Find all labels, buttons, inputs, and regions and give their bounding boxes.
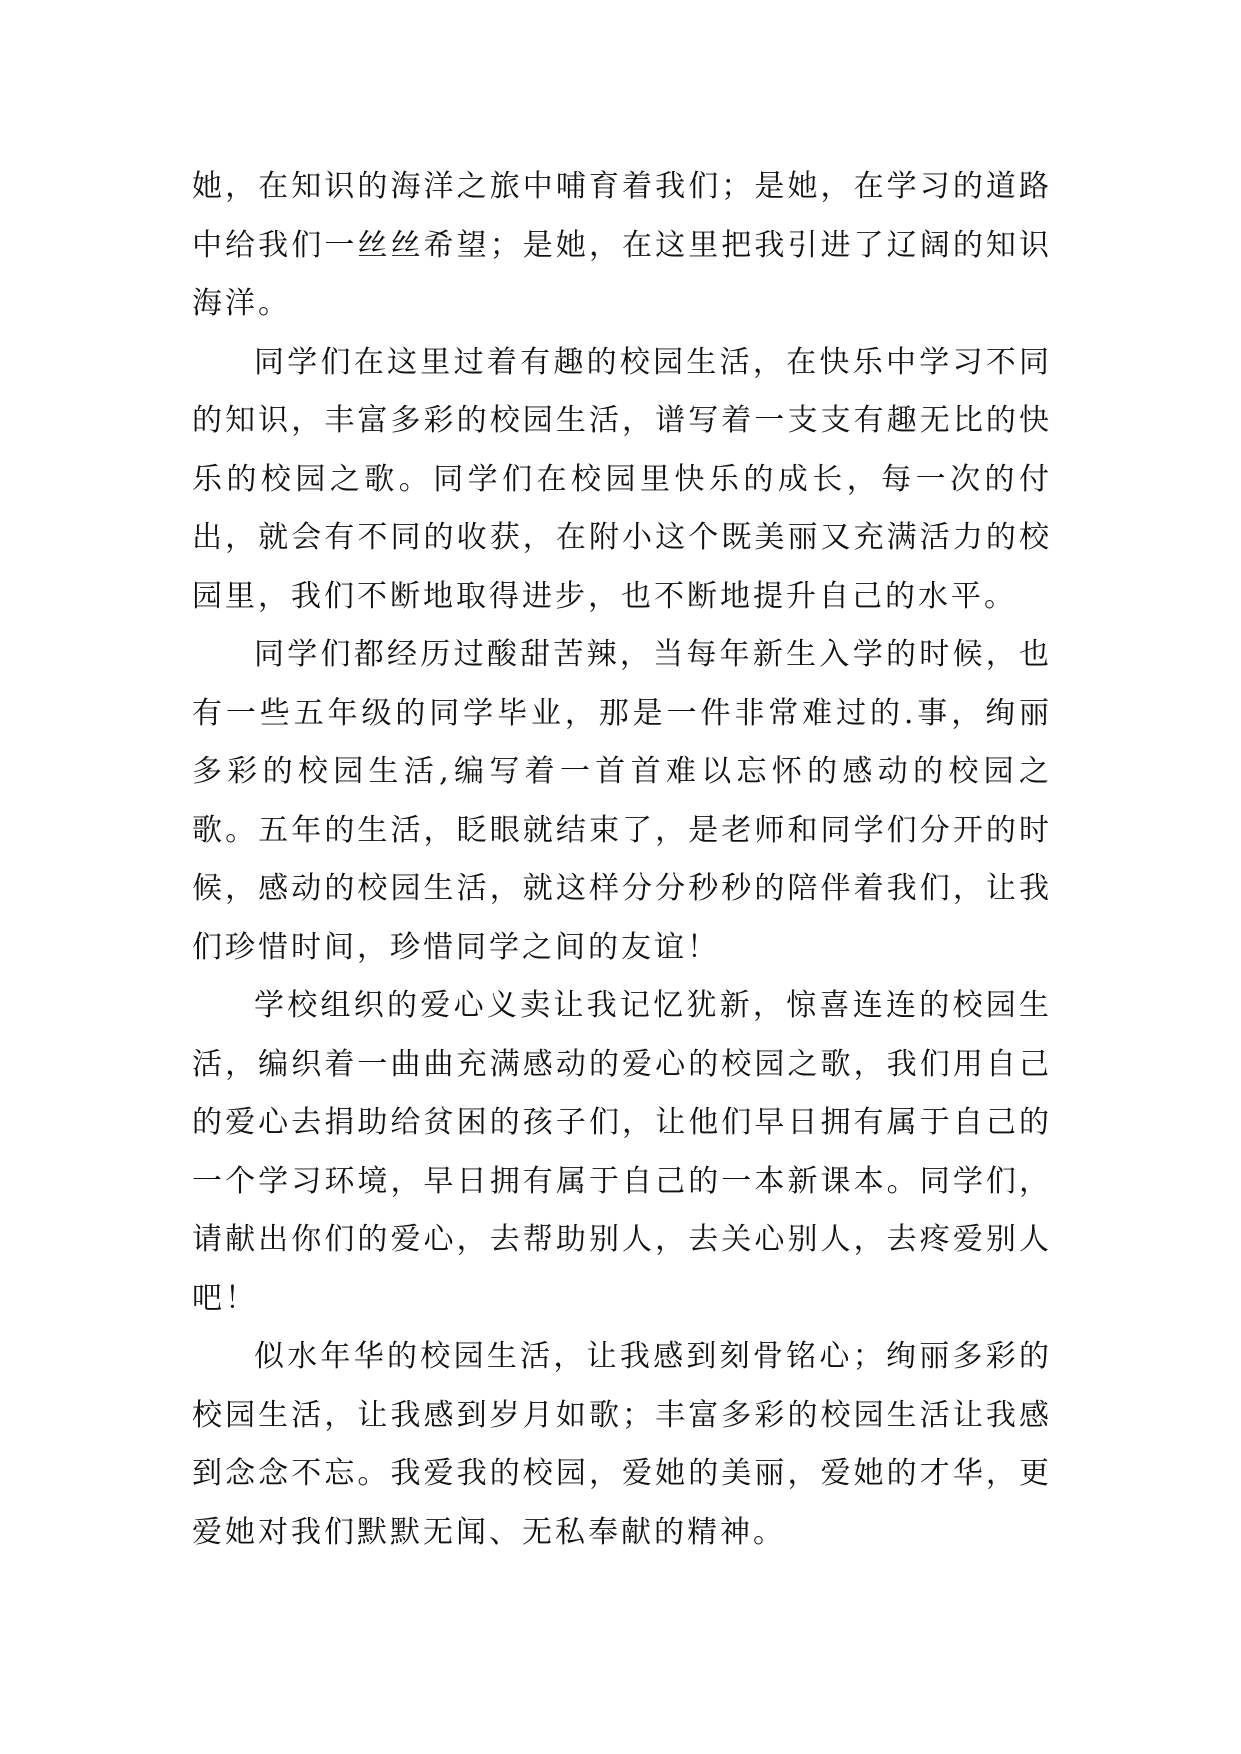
paragraph-1: 她，在知识的海洋之旅中哺育着我们；是她，在学习的道路中给我们一丝丝希望；是她，在这里把我引进了辽阔的知识海洋。 (192, 169, 1052, 321)
paragraph-2: 同学们在这里过着有趣的校园生活，在快乐中学习不同的知识，丰富多彩的校园生活，谱写着一支支有趣无比的快乐的校园之歌。同学们在校园里快乐的成长，每一次的付出，就会有不同的收获，在附小这个既美丽又充满活力的校园里，我们不断地取得进步，也不断地提升自己的水平。 (192, 344, 1052, 614)
paragraph-3: 同学们都经历过酸甜苦辣，当每年新生入学的时候，也有一些五年级的同学毕业，那是一件非常难过的.事，绚丽多彩的校园生活,编写着一首首难以忘怀的感动的校园之歌。五年的生活，眨眼就结束了，是老师和同学们分开的时候，感动的校园生活，就这样分分秒秒的陪伴着我们，让我们珍惜时间，珍惜同学之间的友谊！ (192, 637, 1052, 965)
paragraph-5: 似水年华的校园生活，让我感到刻骨铭心；绚丽多彩的校园生活，让我感到岁月如歌；丰富多彩的校园生活让我感到念念不忘。我爱我的校园，爱她的美丽，爱她的才华，更爱她对我们默默无闻、无私奉献的精神。 (192, 1339, 1052, 1550)
paragraph-4: 学校组织的爱心义卖让我记忆犹新，惊喜连连的校园生活，编织着一曲曲充满感动的爱心的校园之歌，我们用自己的爱心去捐助给贫困的孩子们，让他们早日拥有属于自己的一个学习环境，早日拥有属于自己的一本新课本。同学们，请献出你们的爱心，去帮助别人，去关心别人，去疼爱别人吧！ (192, 988, 1052, 1316)
document-body (192, 158, 1052, 1562)
